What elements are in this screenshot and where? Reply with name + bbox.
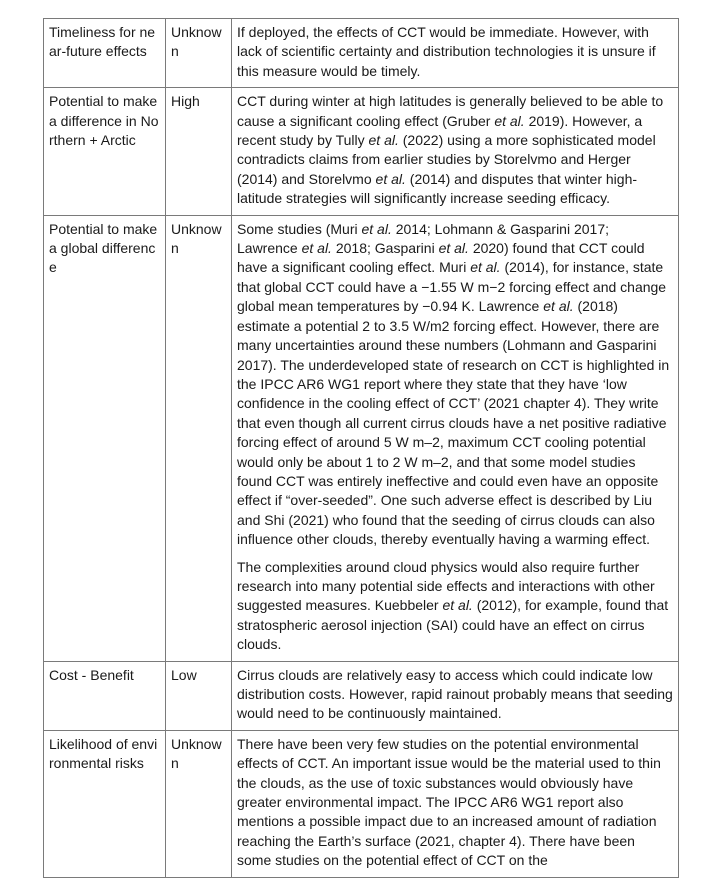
assessment-paragraph xyxy=(237,220,673,550)
assessment-table xyxy=(43,18,679,878)
rating-cell: Unknown xyxy=(166,730,232,877)
paragraph-text: 2014; Lohmann & Gasparini 2017; Lawrence xyxy=(237,220,609,257)
table-row xyxy=(44,730,679,877)
italic-citation-text: et al. xyxy=(301,240,332,257)
paragraph-text: (2014), for instance, state that global CCT could have a −1.55 W m−2 forcing effect and change global mean temperatures by −0.94 K. Lawrence xyxy=(237,259,667,315)
italic-citation-text: et al. xyxy=(438,240,469,257)
italic-citation-text: et al. xyxy=(375,170,406,187)
paragraph-text: Cirrus clouds are relatively easy to access which could indicate low distribution costs. However, rapid rainout probably means that seeding would need to be continuously maintained. xyxy=(237,666,673,722)
rating-cell: Unknown xyxy=(166,19,232,88)
table-row xyxy=(44,661,679,730)
assessment-text-cell xyxy=(232,661,679,730)
paragraph-text: The complexities around cloud physics would also require further research into many potential side effects and interactions with other suggested measures. Kuebbeler xyxy=(237,558,655,614)
rating-cell: High xyxy=(166,88,232,215)
criterion-cell: Potential to make a global difference xyxy=(44,215,166,661)
assessment-paragraph xyxy=(237,666,673,724)
rating-cell: Unknown xyxy=(166,215,232,661)
table-row xyxy=(44,215,679,661)
assessment-text-cell xyxy=(232,19,679,88)
paragraph-text: (2012), for example, found that stratospheric aerosol injection (SAI) could have an effect on cirrus clouds. xyxy=(237,597,669,653)
paragraph-text: 2020) found that CCT could have a significant cooling effect. Muri xyxy=(237,240,645,276)
criterion-cell: Cost - Benefit xyxy=(44,661,166,730)
criterion-cell: Potential to make a difference in Northern + Arctic xyxy=(44,88,166,215)
rating-cell: Low xyxy=(166,661,232,730)
paragraph-text: There have been very few studies on the potential environmental effects of CCT. An important issue would be the material used to thin the clouds, as the use of toxic substances would obviously have greater environmental impact. The IPCC AR6 WG1 report also mentions a possible impact due to an increased amount of radiation reaching the Earth’s surface (2021, chapter 4). There have been some studies on the potential effect of CCT on the xyxy=(237,735,661,869)
paragraph-text: CCT during winter at high latitudes is generally believed to be able to cause a significant cooling effect (Gruber xyxy=(237,93,664,129)
assessment-table-body xyxy=(44,19,679,878)
paragraph-text: 2018; Gasparini xyxy=(331,240,439,257)
paragraph-text: If deployed, the effects of CCT would be immediate. However, with lack of scientific certainty and distribution technologies it is unsure if this measure would be timely. xyxy=(237,24,656,79)
italic-citation-text: et al. xyxy=(442,597,473,614)
paragraph-text: (2022) using a more sophisticated model contradicts claims from earlier studies by Storelvmo and Herger (2014) and Storelvmo xyxy=(237,132,656,187)
italic-citation-text: et al. xyxy=(361,220,392,237)
italic-citation-text: et al. xyxy=(494,112,525,129)
paragraph-text: Some studies (Muri xyxy=(237,220,362,237)
italic-citation-text: et al. xyxy=(470,259,501,276)
italic-citation-text: et al. xyxy=(543,298,574,315)
paragraph-text: 2019). However, a recent study by Tully xyxy=(237,112,643,149)
assessment-paragraph xyxy=(237,735,673,871)
assessment-paragraph xyxy=(237,92,673,208)
table-row xyxy=(44,88,679,215)
criterion-cell: Likelihood of environmental risks xyxy=(44,730,166,877)
paragraph-text: (2014) and disputes that winter high-latitude strategies will significantly increase seeding efficacy. xyxy=(237,170,638,207)
assessment-paragraph xyxy=(237,558,673,655)
assessment-paragraph xyxy=(237,23,673,81)
assessment-text-cell xyxy=(232,730,679,877)
assessment-text-cell xyxy=(232,215,679,661)
italic-citation-text: et al. xyxy=(368,132,399,149)
table-row xyxy=(44,19,679,88)
assessment-text-cell xyxy=(232,88,679,215)
criterion-cell: Timeliness for near-future effects xyxy=(44,19,166,88)
paragraph-text: (2018) estimate a potential 2 to 3.5 W/m2 forcing effect. However, there are many uncertainties around these numbers (Lohmann and Gasparini 2017). The underdeveloped state of research on CCT is highlighted in the IPCC AR6 WG1 report where they state that they have ‘low confidence in the cooling effect of CCT’ (2021 chapter 4). They write that even though all current cirrus clouds have a net positive radiative forcing effect of around 5 W m–2, maximum CCT cooling potential would only be about 1 to 2 W m–2, and that some model studies found CCT was entirely ineffective and could even have an opposite effect if “over-seeded”. One such adverse effect is described by Liu and Shi (2021) who found that the seeding of cirrus clouds can also influence other clouds, thereby eventually having a warming effect. xyxy=(237,298,670,548)
